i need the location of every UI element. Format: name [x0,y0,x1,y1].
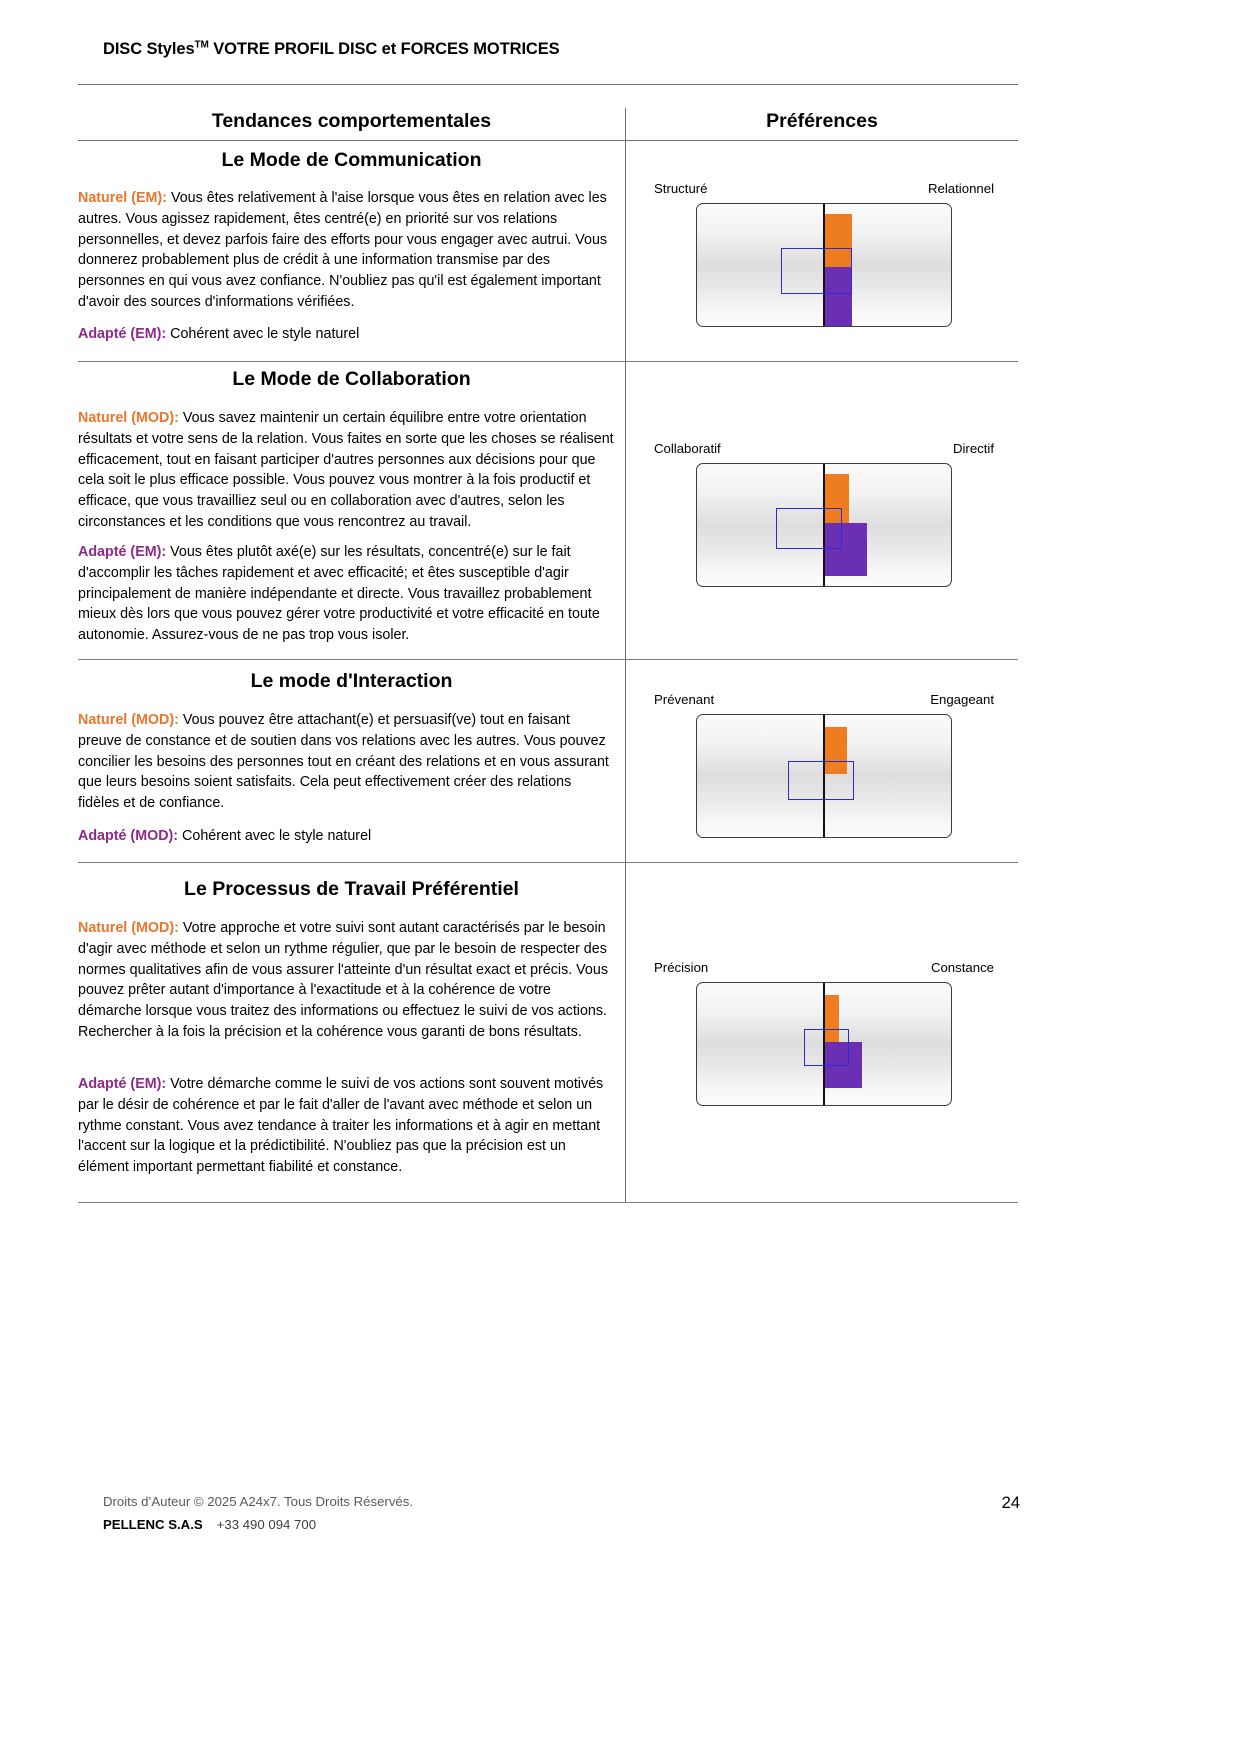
natural-label-collaboration: Naturel (MOD): [78,410,179,426]
footer-company-line [103,1517,316,1532]
adapted-label-interaction: Adapté (MOD): [78,828,179,844]
footer-company-name: PELLENC S.A.S [103,1517,203,1532]
chart-plot-area [696,203,952,327]
chart-label-right-directive: Directif [952,441,994,456]
preference-chart-communication [640,181,1008,327]
chart-plot-area [696,463,952,587]
page-number: 24 [1001,1494,1020,1512]
chart-label-right-relational: Relationnel [928,181,994,196]
chart-label-right-consistency: Constance [930,960,994,975]
header-divider [78,84,1018,85]
natural-label-interaction: Naturel (MOD): [78,712,179,728]
chart-plot-area [696,714,952,838]
table-rule-top [78,140,1018,141]
adapted-text-work-process: Votre démarche comme le suivi de vos actions sont souvent motivés par le désir de cohérence et par le fait d'aller de l'avant avec méthode et selon un rythme constant. Vous avez tendance à traiter les informations et à agir en mettant l'accent sur la logique et la prédictibilité. N'oubliez pas que la précision est un élément important permettant fiabilité et constance. [78,1076,604,1176]
adapted-label-collaboration: Adapté (EM): [78,544,167,560]
chart-axis-labels [640,181,1008,200]
chart-axis-labels [640,692,1008,711]
table-rule-1 [78,361,1018,362]
document-header [103,40,1019,59]
adapted-text-communication: Cohérent avec le style naturel [166,326,360,342]
section-adapted-paragraph-interaction [78,826,616,847]
section-adapted-paragraph-communication [78,324,616,345]
table-rule-3 [78,862,1018,863]
section-natural-paragraph-work-process [78,918,616,1043]
column-header-right: Préférences [766,110,878,132]
natural-label-work-process: Naturel (MOD): [78,920,179,936]
chart-axis-labels [640,960,1008,979]
header-trademark-mark: TM [194,39,209,51]
preference-chart-interaction [640,692,1008,838]
adapted-label-work-process: Adapté (EM): [78,1076,167,1092]
preference-chart-work-process [640,960,1008,1106]
natural-text-collaboration: Vous savez maintenir un certain équilibre entre votre orientation résultats et votre sens de la relation. Vous faites en sorte que les choses se réalisent efficacement, tout en faisant participer d'autres personnes aux décisions pour que cela soit le plus efficace possible. Vous pouvez vous montrer à la fois productif et efficace, que vous travailliez seul ou en collaboration avec d'autres, selon les circonstances et les conditions que vous rencontrez au travail. [78,410,614,530]
chart-adapted-outline [776,508,842,549]
section-natural-paragraph-communication [78,188,616,313]
section-natural-paragraph-collaboration [78,408,616,533]
adapted-text-interaction: Cohérent avec le style naturel [178,828,372,844]
footer-copyright: Droits d’Auteur © 2025 A24x7. Tous Droits Réservés. [103,1494,414,1509]
adapted-label-communication: Adapté (EM): [78,326,167,342]
header-title-rest: VOTRE PROFIL DISC et FORCES MOTRICES [208,40,560,58]
chart-label-right-engaging: Engageant [930,692,994,707]
chart-adapted-outline [788,761,854,800]
section-title-interaction: Le mode d'Interaction [250,670,453,692]
section-adapted-paragraph-collaboration [78,542,616,646]
chart-label-left-structure: Structuré [654,181,708,196]
column-divider [625,108,626,1203]
chart-adapted-outline [804,1029,850,1066]
footer-phone: +33 490 094 700 [216,1517,317,1532]
column-header-left: Tendances comportementales [211,110,492,132]
chart-axis-labels [640,441,1008,460]
chart-label-left-precision: Précision [654,960,709,975]
natural-text-work-process: Votre approche et votre suivi sont autant caractérisés par le besoin d'agir avec méthode et selon un rythme régulier, que par le besoin de respecter des normes qualitatives afin de vous assurer l'atteinte d'un résultat exact et précis. Vous pouvez prêter autant d'importance à l'exactitude et à la cohérence de votre démarche lorsque vous traitez des informations ou effectuez le suivi de vos actions. Rechercher à la fois la précision et la cohérence vous garanti de bons résultats. [78,920,608,1040]
natural-text-interaction: Vous pouvez être attachant(e) et persuasif(ve) tout en faisant preuve de constance et de soutien dans vos relations avec les autres. Vous pouvez concilier les besoins des personnes tout en créant des relations et en vous assurant que leurs besoins soient satisfaits. Cela peut effectivement créer des relations fidèles et de confiance. [78,712,609,812]
adapted-text-collaboration: Vous êtes plutôt axé(e) sur les résultats, concentré(e) sur le fait d'accomplir les tâches rapidement et avec efficacité; et êtes susceptible d'agir principalement de manière indépendante et directe. Vous travaillez probablement mieux dès lors que vous pouvez gérer votre productivité et votre efficacité en toute autonomie. Assurez-vous de ne pas trop vous isoler. [78,544,600,644]
section-title-collaboration: Le Mode de Collaboration [232,368,471,390]
section-title-work-process: Le Processus de Travail Préférentiel [184,878,519,900]
header-title-main: DISC Styles [103,40,195,58]
section-natural-paragraph-interaction [78,710,616,814]
section-adapted-paragraph-work-process [78,1074,616,1178]
chart-adapted-outline [781,248,852,294]
table-rule-bottom [78,1202,1018,1203]
table-rule-2 [78,659,1018,660]
section-title-communication: Le Mode de Communication [221,149,482,171]
chart-plot-area [696,982,952,1106]
preference-chart-collaboration [640,441,1008,587]
chart-label-left-collaborative: Collaboratif [654,441,721,456]
natural-text-communication: Vous êtes relativement à l'aise lorsque vous êtes en relation avec les autres. Vous agissez rapidement, êtes centré(e) en priorité sur vos relations personnelles, et devez parfois faire des efforts pour vous engager avec autrui. Vous donnerez probablement plus de crédit à une information transmise par des personnes en qui vous avez confiance. N'oubliez pas qu'il est également important d'avoir des sources d'informations vérifiées. [78,190,608,310]
chart-label-left-considerate: Prévenant [654,692,715,707]
natural-label-communication: Naturel (EM): [78,190,167,206]
